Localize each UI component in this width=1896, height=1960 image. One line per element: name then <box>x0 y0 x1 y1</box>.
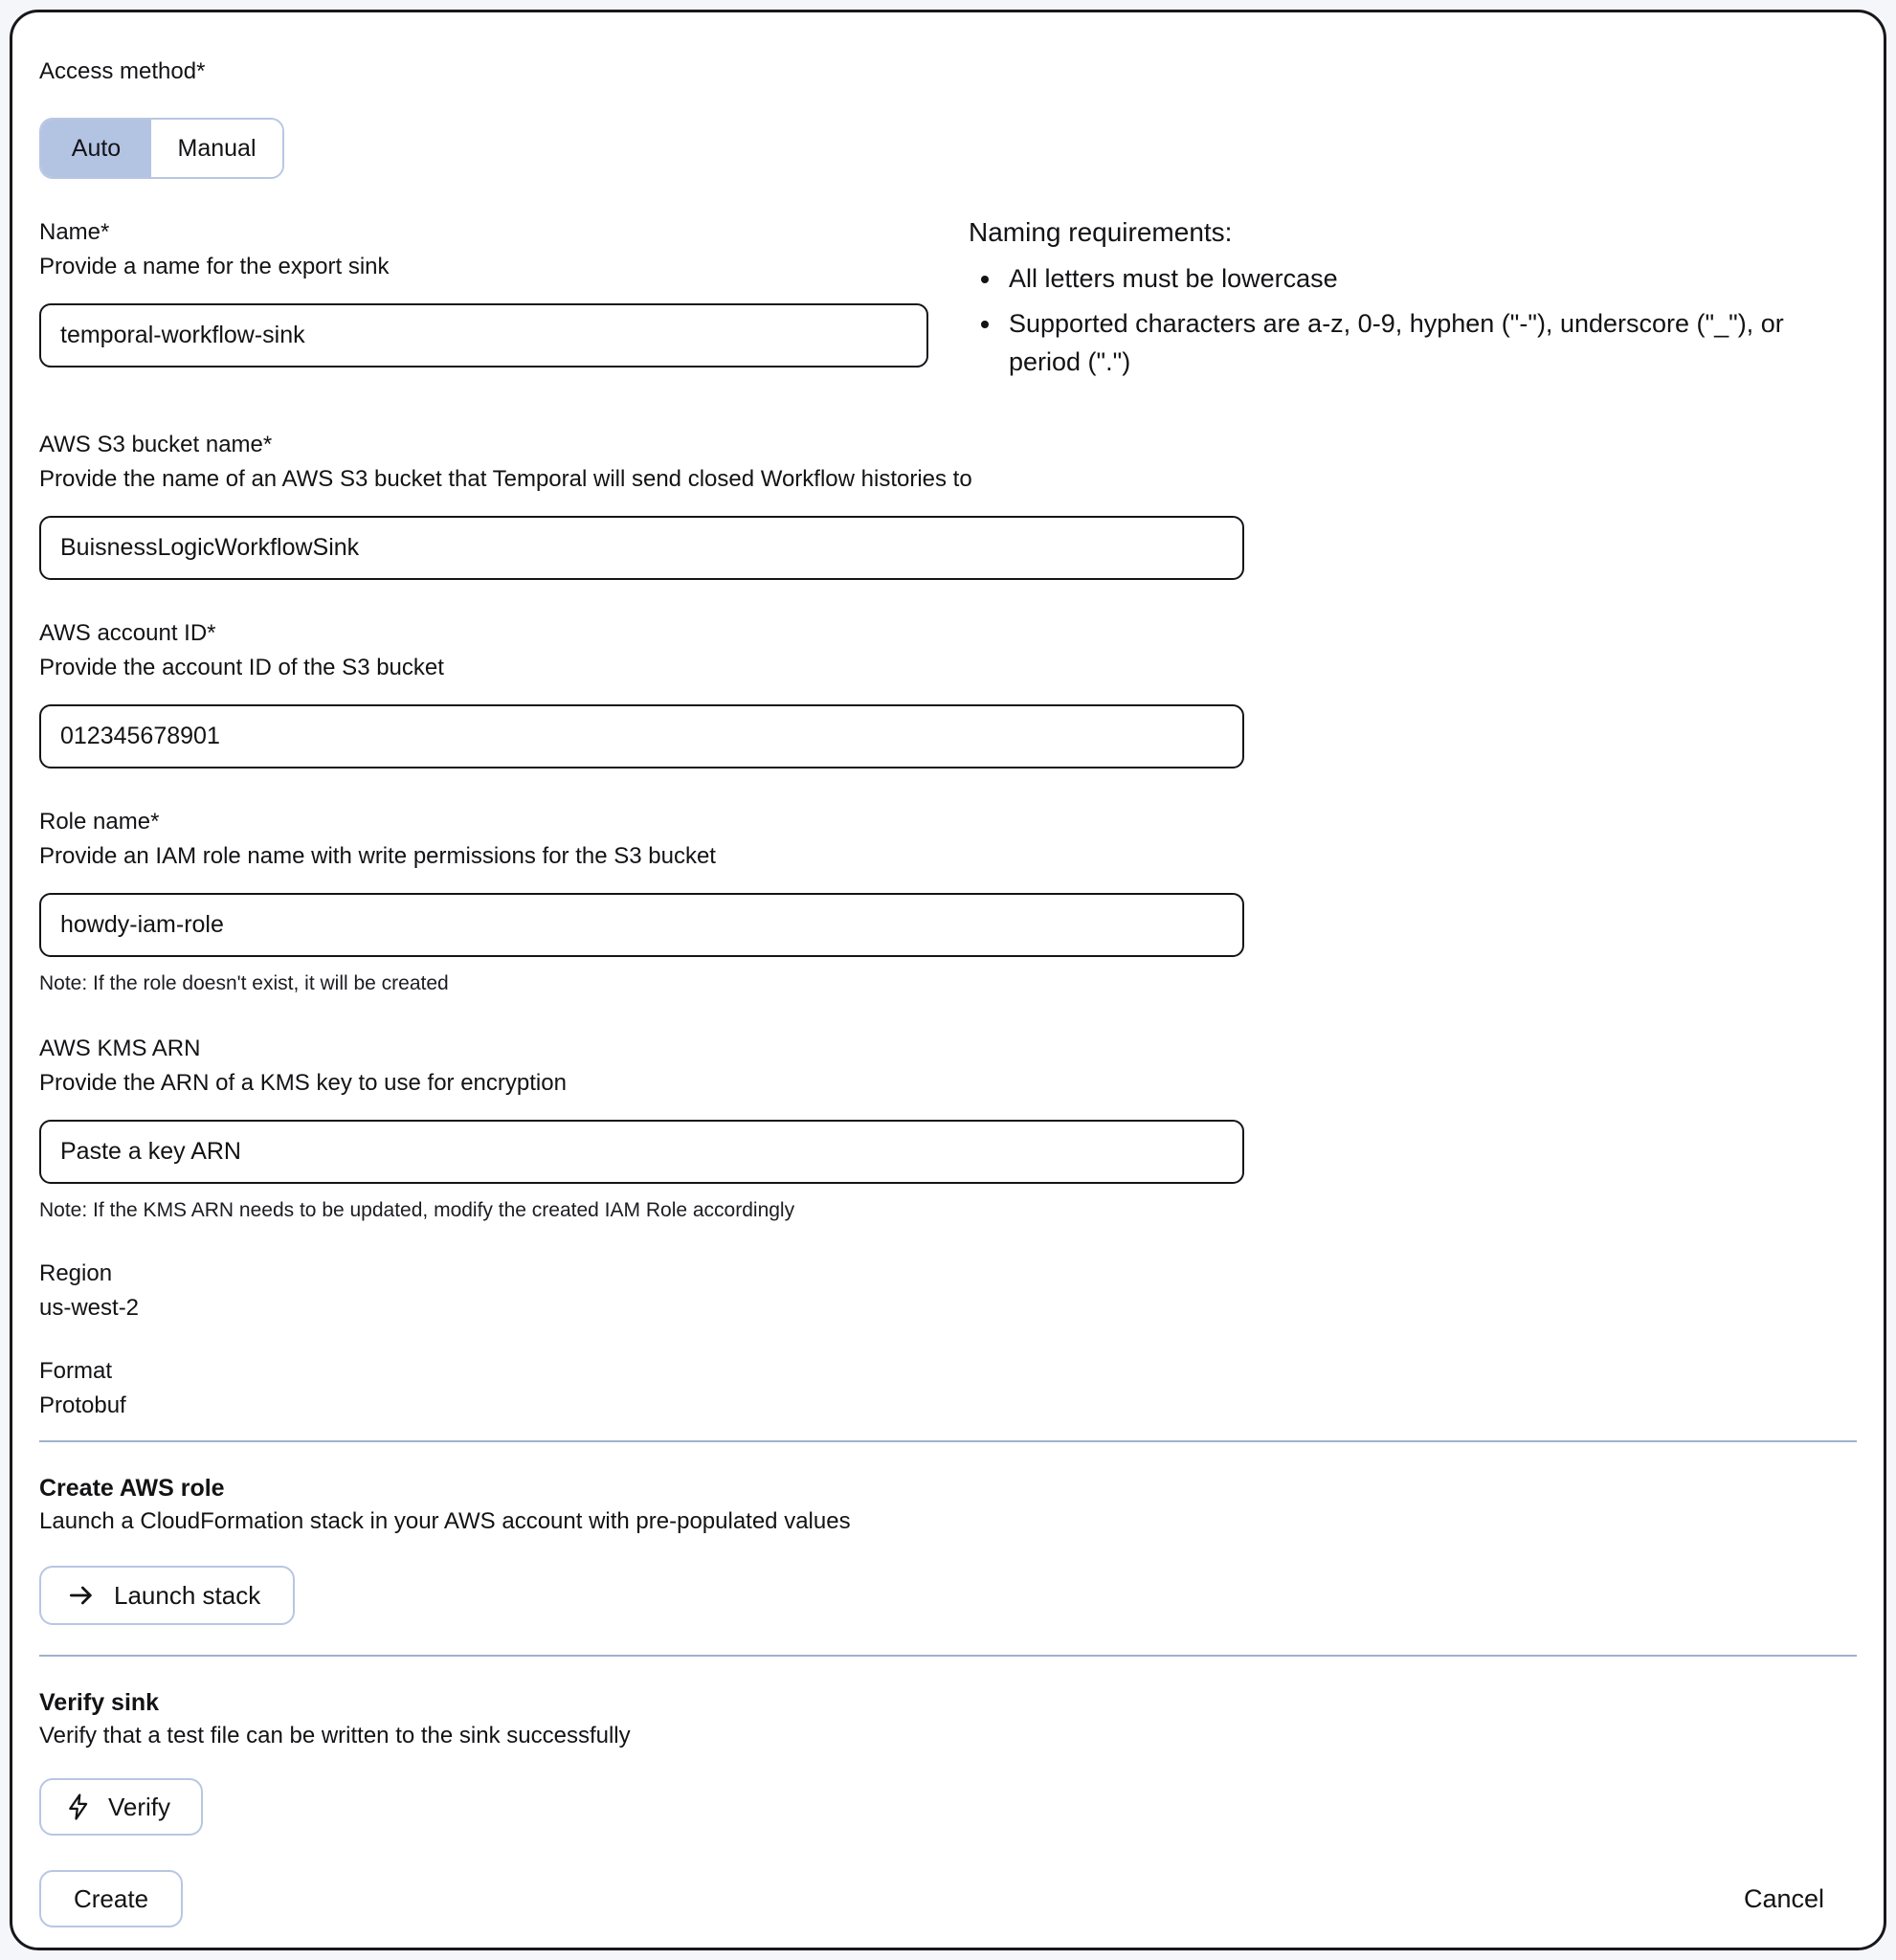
aws-account-description: Provide the account ID of the S3 bucket <box>39 655 444 680</box>
verify-sink-title: Verify sink <box>39 1689 160 1716</box>
launch-stack-button[interactable] <box>39 1566 295 1625</box>
access-method-toggle <box>39 118 284 179</box>
name-description: Provide a name for the export sink <box>39 254 390 279</box>
access-method-option-auto-label: Auto <box>71 134 122 162</box>
role-name-field-group <box>39 805 1857 997</box>
role-name-note: Note: If the role doesn't exist, it will be created <box>39 972 449 994</box>
region-readonly-group <box>39 1257 1857 1325</box>
footer-actions <box>39 1870 1857 1927</box>
role-name-label: Role name* <box>39 809 160 835</box>
verify-button[interactable] <box>39 1778 203 1836</box>
access-method-option-manual[interactable] <box>151 120 282 177</box>
region-label: Region <box>39 1260 113 1286</box>
verify-button-label: Verify <box>108 1792 171 1821</box>
format-label: Format <box>39 1358 113 1384</box>
s3-bucket-label: AWS S3 bucket name* <box>39 432 273 457</box>
aws-account-label: AWS account ID* <box>39 620 216 646</box>
region-value: us-west-2 <box>39 1295 140 1321</box>
access-method-option-manual-label: Manual <box>177 134 257 162</box>
name-input[interactable] <box>39 303 928 368</box>
create-button-label: Create <box>74 1883 149 1913</box>
naming-requirements-list <box>969 259 1857 381</box>
kms-arn-label: AWS KMS ARN <box>39 1036 201 1061</box>
kms-arn-note: Note: If the KMS ARN needs to be updated, modify the created IAM Role accordingly <box>39 1199 795 1221</box>
naming-requirements <box>969 215 1857 388</box>
kms-arn-input[interactable] <box>39 1120 1244 1184</box>
format-readonly-group <box>39 1354 1857 1423</box>
naming-requirement-item: • All letters must be lowercase <box>1003 259 1857 298</box>
role-name-input[interactable] <box>39 893 1244 957</box>
arrow-right-icon <box>66 1580 97 1611</box>
access-method-label: Access method* <box>39 58 206 84</box>
aws-account-input[interactable] <box>39 704 1244 768</box>
name-field-group <box>39 215 957 388</box>
format-value: Protobuf <box>39 1392 126 1418</box>
s3-bucket-field-group <box>39 428 1857 580</box>
name-row <box>39 215 1857 388</box>
kms-arn-field-group <box>39 1032 1857 1224</box>
cancel-button[interactable]: Cancel <box>1743 1883 1824 1913</box>
verify-sink-description: Verify that a test file can be written to the sink successfully <box>39 1723 631 1748</box>
lightning-bolt-icon <box>64 1793 93 1821</box>
divider <box>39 1655 1857 1657</box>
create-button[interactable] <box>39 1870 183 1927</box>
s3-bucket-description: Provide the name of an AWS S3 bucket that Temporal will send closed Workflow histories to <box>39 466 972 492</box>
naming-requirements-title: Naming requirements: <box>969 217 1233 247</box>
export-sink-form-card <box>10 10 1886 1950</box>
role-name-description: Provide an IAM role name with write permissions for the S3 bucket <box>39 843 716 869</box>
aws-account-field-group <box>39 616 1857 768</box>
create-aws-role-description: Launch a CloudFormation stack in your AWS account with pre-populated values <box>39 1508 851 1534</box>
launch-stack-button-label: Launch stack <box>114 1580 261 1610</box>
name-label: Name* <box>39 219 110 245</box>
access-method-option-auto[interactable] <box>41 120 151 177</box>
s3-bucket-input[interactable] <box>39 516 1244 580</box>
naming-requirement-item: • Supported characters are a-z, 0-9, hyphen ("-"), underscore ("_"), or period (".") <box>1003 304 1857 381</box>
create-aws-role-title: Create AWS role <box>39 1475 225 1502</box>
divider <box>39 1440 1857 1442</box>
kms-arn-description: Provide the ARN of a KMS key to use for encryption <box>39 1070 567 1096</box>
